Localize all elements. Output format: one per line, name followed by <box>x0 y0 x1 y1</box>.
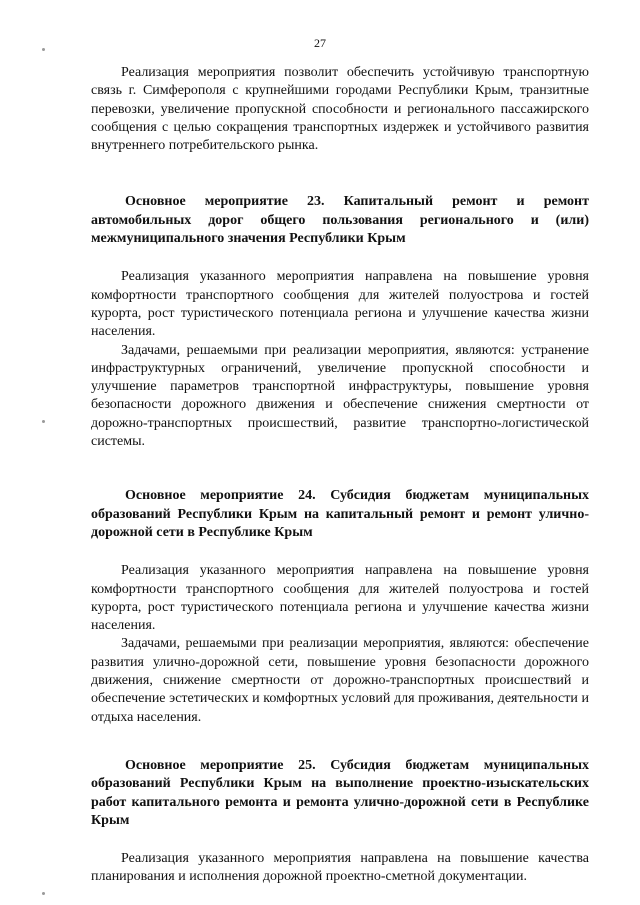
page-number: 27 <box>314 36 326 50</box>
section-activity-25 <box>91 757 589 887</box>
intro-paragraph: Реализация мероприятия позволит обеспечить устойчивую транспортную связь г. Симферополя с крупнейшими городами Республики Крым, транзитные перевозки, увеличение пропускной способности и регионального пассажирского сообщения с целью сокращения транспортных издержек и устойчивого развития внутреннего потребительского рынка. <box>91 65 589 154</box>
scan-mark <box>42 892 45 895</box>
section-paragraph: Задачами, решаемыми при реализации мероприятия, являются: устранение инфраструктурных ограничений, увеличение пропускной способности и улучшение параметров транспортной инфраструктуры, повышение уровня безопасности дорожного движения и обеспечение снижения смертности от дорожно-транспортных происшествий, развитие транспортно-логистической системы. <box>91 342 589 450</box>
section-paragraph: Реализация указанного мероприятия направлена на повышение качества планирования и исполнения дорожной проектно-сметной документации. <box>91 851 589 885</box>
scan-mark <box>42 420 45 423</box>
section-heading: Основное мероприятие 23. Капитальный ремонт и ремонт автомобильных дорог общего пользования регионального и (или) межмуниципального значения Республики Крым <box>91 194 589 247</box>
document-body <box>91 64 589 887</box>
section-paragraph: Реализация указанного мероприятия направлена на повышение уровня комфортности транспортного сообщения для жителей полуострова и гостей курорта, рост туристического потенциала региона и улучшение качества жизни населения. <box>91 269 589 340</box>
section-activity-24 <box>91 487 589 727</box>
section-activity-23 <box>91 193 589 451</box>
section-heading: Основное мероприятие 24. Субсидия бюджетам муниципальных образований Республики Крым на капитальный ремонт и ремонт улично-дорожной сети в Республике Крым <box>91 488 589 540</box>
section-paragraph: Задачами, решаемыми при реализации мероприятия, являются: обеспечение развития улично-дорожной сети, повышение уровня безопасности дорожного движения, снижение смертности от дорожно-транспортных происшествий и обеспечение эстетических и комфортных условий для проживания, деятельности и отдыха населения. <box>91 636 589 725</box>
section-paragraph: Реализация указанного мероприятия направлена на повышение уровня комфортности транспортного сообщения для жителей полуострова и гостей курорта, рост туристического потенциала региона и улучшение качества жизни населения. <box>91 563 589 634</box>
section-heading: Основное мероприятие 25. Субсидия бюджетам муниципальных образований Республики Крым на выполнение проектно-изыскательских работ капитального ремонта и ремонта улично-дорожной сети в Республике Крым <box>91 757 589 828</box>
